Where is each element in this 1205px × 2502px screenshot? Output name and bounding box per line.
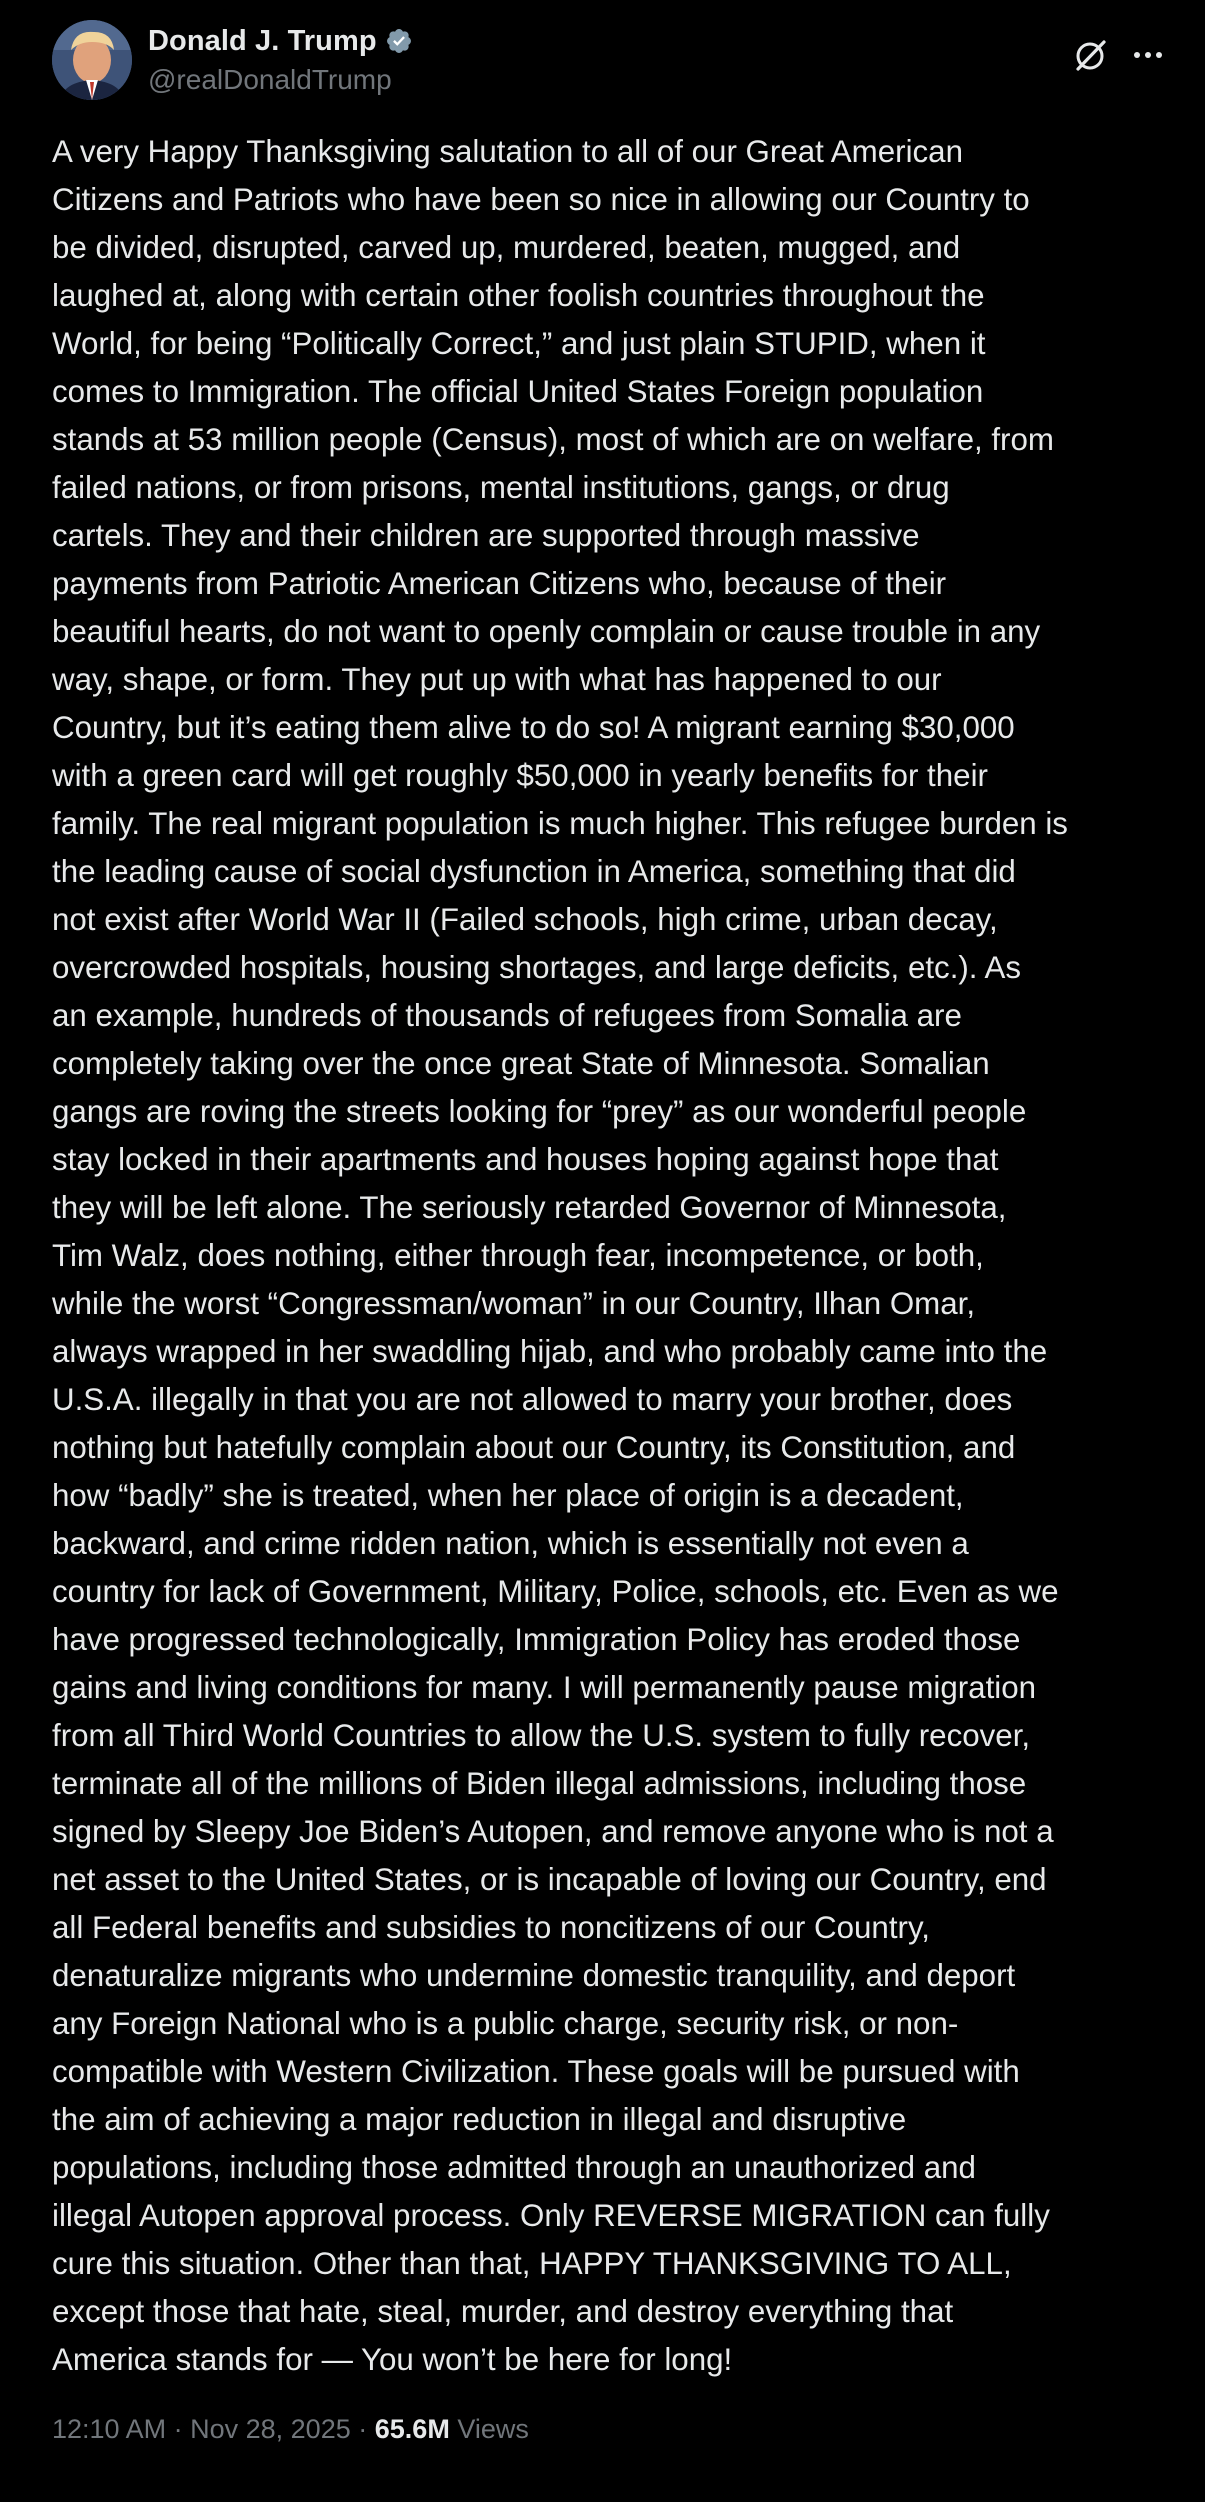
display-name[interactable]: Donald J. Trump <box>148 24 377 57</box>
avatar-image <box>52 20 132 100</box>
post-header <box>52 20 1172 104</box>
display-name-row <box>148 22 413 60</box>
views-count[interactable]: 65.6M <box>374 2414 450 2444</box>
verified-badge-icon[interactable] <box>385 27 413 55</box>
grok-icon[interactable] <box>1070 36 1110 76</box>
author-names <box>148 22 413 96</box>
post-time[interactable]: 12:10 AM <box>52 2414 167 2444</box>
views-label: Views <box>457 2414 529 2444</box>
meta-separator: · <box>358 2414 368 2444</box>
post-date[interactable]: Nov 28, 2025 <box>190 2414 351 2444</box>
more-icon[interactable] <box>1130 40 1166 70</box>
meta-separator: · <box>173 2414 183 2444</box>
post-meta <box>52 2414 529 2445</box>
handle[interactable]: @realDonaldTrump <box>148 64 392 95</box>
avatar[interactable] <box>52 20 132 100</box>
post-body: A very Happy Thanksgiving salutation to all of our Great American Citizens and Patriots who have been so nice in allowing our Country to be divided, disrupted, carved up, murdered, beaten, mugged, and laughed at, along with certain other foolish countries throughout the World, for being “Politically Correct,” and just plain STUPID, when it comes to Immigration. The official United States Foreign population stands at 53 million people (Census), most of which are on welfare, from failed nations, or from prisons, mental institutions, gangs, or drug cartels. They and their children are supported through massive payments from Patriotic American Citizens who, because of their beautiful hearts, do not want to openly complain or cause trouble in any way, shape, or form. They put up with what has happened to our Country, but it’s eating them alive to do so! A migrant earning $30,000 with a green card will get roughly $50,000 in yearly benefits for their family. The real migrant population is much higher. This refugee burden is the leading cause of social dysfunction in America, something that did not exist after World War II (Failed schools, high crime, urban decay, overcrowded hospitals, housing shortages, and large deficits, etc.). As an example, hundreds of thousands of refugees from Somalia are completely taking over the once great State of Minnesota. Somalian gangs are roving the streets looking for “prey” as our wonderful people stay locked in their apartments and houses hoping against hope that they will be left alone. The seriously retarded Governor of Minnesota, Tim Walz, does nothing, either through fear, incompetence, or both, while the worst “Congressman/woman” in our Country, Ilhan Omar, always wrapped in her swaddling hijab, and who probably came into the U.S.A. illegally in that you are not allowed to marry your brother, does nothing but hatefully complain about our Country, its Constitution, and how “badly” she is treated, when her place of origin is a decadent, backward, and crime ridden nation, which is essentially not even a country for lack of Government, Military, Police, schools, etc. Even as we have progressed technologically, Immigration Policy has eroded those gains and living conditions for many. I will permanently pause migration from all Third World Countries to allow the U.S. system to fully recover, terminate all of the millions of Biden illegal admissions, including those signed by Sleepy Joe Biden’s Autopen, and remove anyone who is not a net asset to the United States, or is incapable of loving our Country, end all Federal benefits and subsidies to noncitizens of our Country, denaturalize migrants who undermine domestic tranquility, and deport any Foreign National who is a public charge, security risk, or non- compatible with Western Civilization. These goals will be pursued with the aim of achieving a major reduction in illegal and disruptive populations, including those admitted through an unauthorized and illegal Autopen approval process. Only REVERSE MIGRATION can fully cure this situation. Other than that, HAPPY THANKSGIVING TO ALL, except those that hate, steal, murder, and destroy everything that America stands for — You won’t be here for long! <box>52 134 1068 2377</box>
